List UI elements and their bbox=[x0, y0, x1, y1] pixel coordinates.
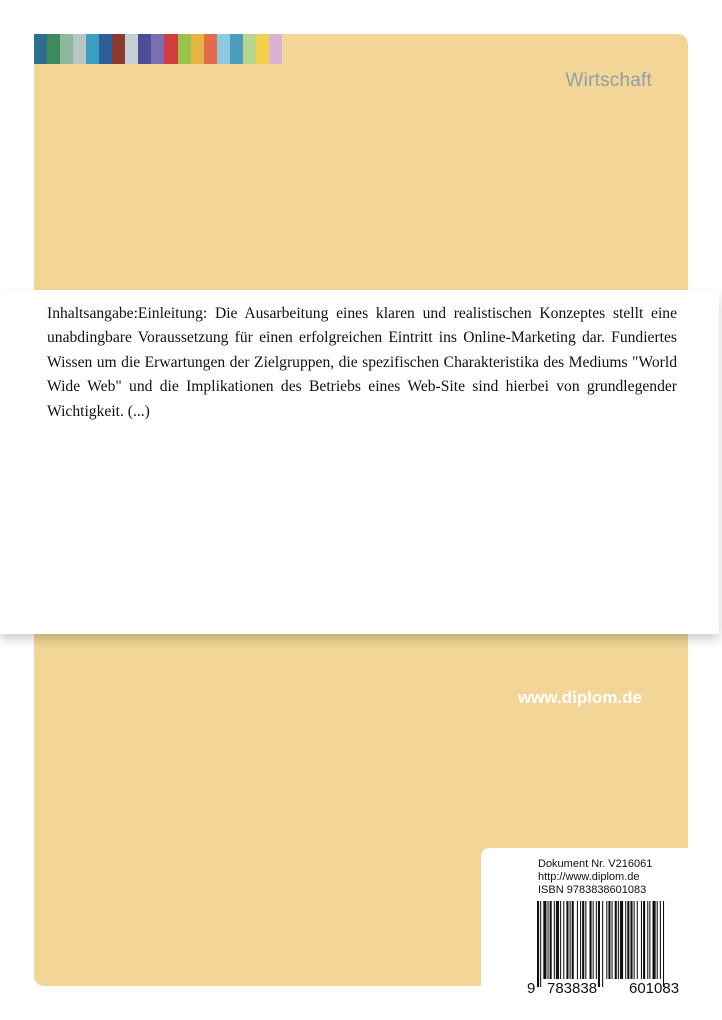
barcode-bar bbox=[657, 901, 658, 979]
barcode-bar bbox=[653, 901, 656, 979]
barcode-bar bbox=[647, 901, 648, 979]
color-stripe bbox=[256, 34, 269, 64]
barcode-bar bbox=[627, 901, 629, 979]
color-stripe bbox=[151, 34, 164, 64]
barcode-bars bbox=[537, 901, 707, 987]
barcode-bar bbox=[641, 901, 642, 979]
color-stripe bbox=[47, 34, 60, 64]
barcode-digit-first: 9 bbox=[527, 980, 536, 997]
color-stripe bbox=[86, 34, 99, 64]
barcode-digits-right: 601083 bbox=[629, 980, 680, 997]
color-stripe bbox=[217, 34, 230, 64]
color-stripe bbox=[73, 34, 86, 64]
barcode-bar bbox=[593, 901, 594, 979]
barcode-bar bbox=[556, 901, 559, 979]
barcode-bar bbox=[663, 901, 664, 987]
color-stripe bbox=[138, 34, 151, 64]
barcode-bar bbox=[608, 901, 610, 979]
color-stripe bbox=[125, 34, 138, 64]
barcode-bar bbox=[550, 901, 552, 979]
color-stripe bbox=[204, 34, 217, 64]
color-stripe bbox=[230, 34, 243, 64]
barcode-bar bbox=[620, 901, 623, 979]
color-stripe bbox=[269, 34, 282, 64]
isbn-text: ISBN 9783838601083 bbox=[538, 884, 647, 896]
barcode-bar bbox=[590, 901, 592, 979]
color-stripe bbox=[191, 34, 204, 64]
color-stripe bbox=[178, 34, 191, 64]
barcode-bar bbox=[598, 901, 600, 987]
barcode-bar bbox=[596, 901, 597, 979]
barcode-bar bbox=[566, 901, 568, 979]
category-label: Wirtschaft bbox=[565, 70, 652, 91]
barcode-bar bbox=[615, 901, 617, 979]
barcode-bar bbox=[606, 901, 607, 979]
color-stripe bbox=[60, 34, 73, 64]
barcode-digits-left: 783838 bbox=[547, 980, 598, 997]
barcode-bar bbox=[660, 901, 661, 979]
barcode-bar bbox=[563, 901, 564, 979]
barcode-bar bbox=[612, 901, 613, 979]
barcode-bar bbox=[537, 901, 539, 987]
barcode-bar bbox=[634, 901, 635, 979]
barcode-bar bbox=[637, 901, 638, 979]
color-stripe bbox=[99, 34, 112, 64]
barcode-bar bbox=[580, 901, 581, 979]
color-stripe bbox=[112, 34, 125, 64]
barcode-bar bbox=[625, 901, 626, 979]
document-url: http://www.diplom.de bbox=[538, 871, 640, 883]
barcode-bar bbox=[649, 901, 650, 979]
barcode-bar bbox=[618, 901, 619, 979]
barcode-bar bbox=[548, 901, 549, 979]
publisher-website[interactable]: www.diplom.de bbox=[517, 688, 642, 707]
barcode-bar bbox=[572, 901, 574, 979]
color-stripe bbox=[34, 34, 47, 64]
barcode-bar bbox=[630, 901, 632, 979]
color-stripe bbox=[164, 34, 177, 64]
barcode-bar bbox=[577, 901, 578, 979]
barcode-bar bbox=[643, 901, 645, 979]
barcode-bar bbox=[582, 901, 584, 979]
abstract-text: Inhaltsangabe:Einleitung: Die Ausarbeitung eines klaren und realistischen Konzeptes stellt eine unabdingbare Voraussetzung für einen erfolgreichen Eintritt ins Online-Marketing dar. Fundiertes Wissen um die Erwartungen der Zielgruppen, die spezifischen Charakteristika des Mediums "World Wide Web" und die Implikationen des Betriebs eines Web-Site sind hierbei von grundlegender Wichtigkeit. (...) bbox=[47, 305, 677, 420]
color-stripe-bar bbox=[34, 34, 282, 64]
barcode-bar bbox=[554, 901, 555, 979]
barcode-label bbox=[481, 848, 722, 1006]
barcode-bar bbox=[570, 901, 571, 979]
document-number: Dokument Nr. V216061 bbox=[538, 858, 653, 870]
barcode-bar bbox=[540, 901, 541, 987]
barcode-bar bbox=[543, 901, 546, 979]
barcode-bar bbox=[585, 901, 586, 979]
barcode-bar bbox=[602, 901, 603, 987]
barcode-bar bbox=[560, 901, 561, 979]
color-stripe bbox=[243, 34, 256, 64]
